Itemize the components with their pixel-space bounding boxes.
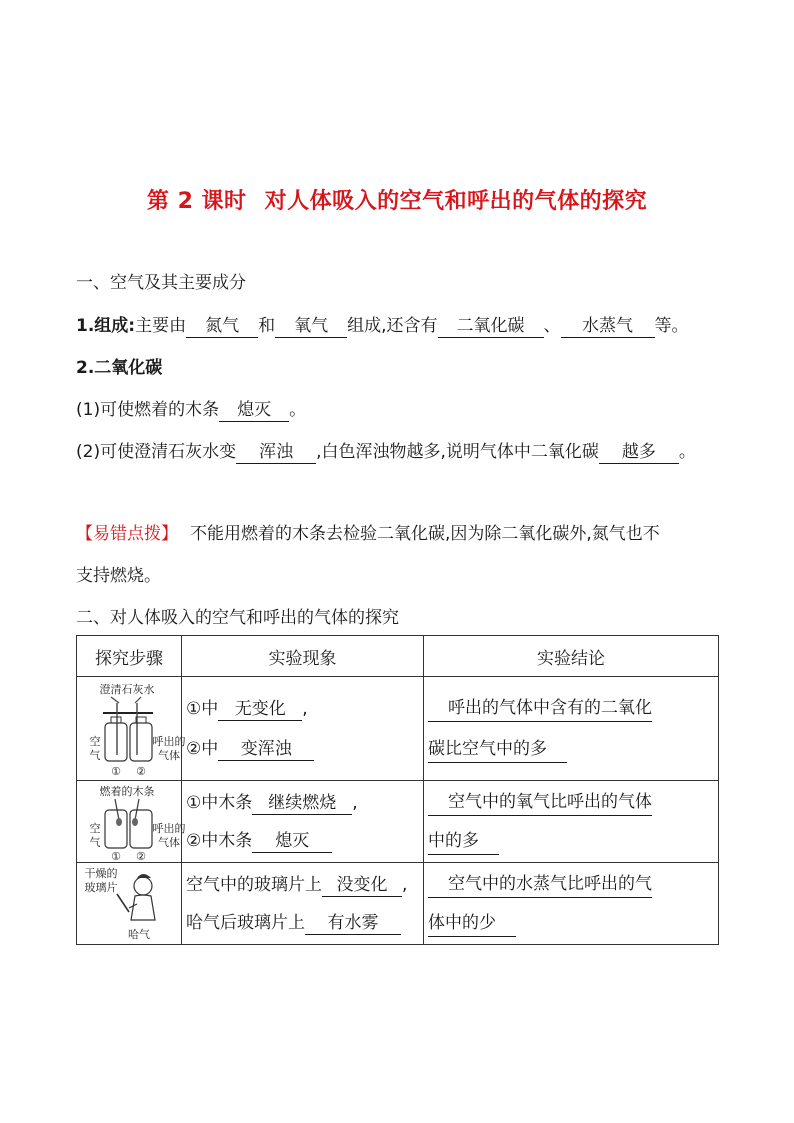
svg-text:呼出的: 呼出的: [152, 821, 186, 835]
phenomenon-cell: ①中木条 继续燃烧 , ②中木条 熄灭: [182, 781, 424, 863]
svg-text:呼出的: 呼出的: [152, 734, 186, 748]
conclusion-cell: 空气中的水蒸气比呼出的气 体中的少: [424, 863, 719, 945]
composition-line: 1.组成:主要由 氮气 和 氧气 组成,还含有 二氧化碳 、 水蒸气 等。: [76, 316, 689, 336]
answer-blank: 越多: [599, 441, 679, 464]
breath-glass-figure: [77, 863, 182, 945]
lesson-topic: 对人体吸入的空气和呼出的气体的探究: [264, 189, 648, 214]
svg-text:气体: 气体: [158, 748, 180, 762]
svg-text:气体: 气体: [158, 835, 180, 849]
answer-blank: 氧气: [275, 315, 347, 338]
co2-item1: (1)可使燃着的木条 熄灭 。: [76, 400, 307, 420]
svg-text:①: ①: [111, 849, 121, 863]
answer-blank: 熄灭: [219, 399, 289, 422]
conclusion-cell: 呼出的气体中含有的二氧化 碳比空气中的多: [424, 677, 719, 781]
figure-label: 澄清石灰水: [99, 682, 155, 696]
tip-line1: 【易错点拨】 不能用燃着的木条去检验二氧化碳,因为除二氧化碳外,氮气也不: [76, 524, 660, 544]
answer-blank: 浑浊: [236, 441, 316, 464]
answer-blank: 二氧化碳: [438, 315, 544, 338]
svg-text:哈气: 哈气: [128, 927, 150, 941]
answer-blank: 氮气: [186, 315, 258, 338]
limewater-figure: [77, 677, 186, 781]
section1-heading: 一、空气及其主要成分: [76, 273, 246, 293]
co2-item2: (2)可使澄清石灰水变 浑浊 ,白色浑浊物越多,说明气体中二氧化碳 越多 。: [76, 442, 696, 462]
phenomenon-cell: 空气中的玻璃片上 没变化 , 哈气后玻璃片上 有水雾: [182, 863, 424, 945]
table-header: 实验结论: [424, 636, 719, 677]
svg-text:气: 气: [89, 748, 101, 762]
page-title: [0, 184, 794, 215]
tip-line2: 支持燃烧。: [76, 566, 161, 586]
svg-text:干燥的: 干燥的: [84, 866, 118, 880]
conclusion-cell: 空气中的氧气比呼出的气体 中的多: [424, 781, 719, 863]
table-row: [77, 781, 719, 863]
svg-text:玻璃片: 玻璃片: [84, 880, 118, 894]
phenomenon-cell: ①中 无变化 , ②中 变浑浊: [182, 677, 424, 781]
table-header: 探究步骤: [77, 636, 182, 677]
lesson-number: 第 2 课时: [146, 189, 247, 214]
svg-text:空: 空: [89, 734, 101, 748]
svg-text:②: ②: [136, 849, 146, 863]
svg-text:①: ①: [111, 764, 121, 778]
svg-text:气: 气: [89, 835, 101, 849]
svg-text:燃着的木条: 燃着的木条: [99, 784, 155, 798]
table-header: 实验现象: [182, 636, 424, 677]
experiment-table: [76, 635, 719, 945]
svg-text:空: 空: [89, 821, 101, 835]
burning-stick-figure: [77, 781, 186, 863]
table-header-row: [77, 636, 719, 677]
section2-heading: 二、对人体吸入的空气和呼出的气体的探究: [76, 608, 399, 628]
table-row: [77, 863, 719, 945]
answer-blank: 水蒸气: [561, 315, 655, 338]
co2-heading: 2.二氧化碳: [76, 358, 163, 378]
tip-label: 【易错点拨】: [76, 524, 178, 544]
table-row: [77, 677, 719, 781]
svg-text:②: ②: [136, 764, 146, 778]
